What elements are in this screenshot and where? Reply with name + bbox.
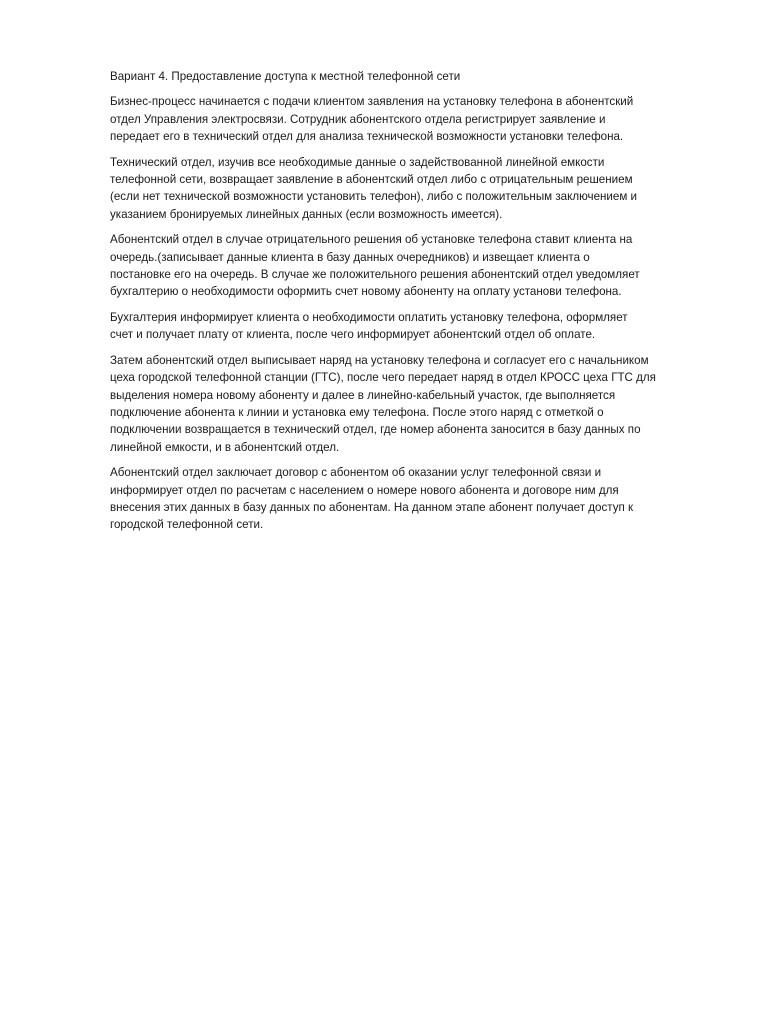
document-page — [110, 68, 710, 542]
paragraph-contract: Абонентский отдел заключает договор с абонентом об оказании услуг телефонной связи и информирует отдел по расчетам с населением о номере нового абонента и договоре ним для внесения этих данных в базу данных по абонентам. На данном этапе абонент получает доступ к городской телефонной сети. — [110, 466, 634, 532]
paragraph-application: Бизнес-процесс начинается с подачи клиентом заявления на установку телефона в абонентский отдел Управления электросвязи. Сотрудник абонентского отдела регистрирует заявление и передает его в технический отдел для анализа технической возможности установки телефона. — [110, 95, 634, 144]
paragraph-subscriber-department: Абонентский отдел в случае отрицательного решения об установке телефона ставит клиента на очередь.(записывает данные клиента в базу данных очередников) и извещает клиента о постановке его на очередь. В случае же положительного решения абонентский отдел уведомляет бухгалтерию о необходимости оформить счет новому абоненту на оплату установи телефона. — [110, 233, 640, 299]
paragraph-work-order: Затем абонентский отдел выписывает наряд на установку телефона и согласует его с начальником цеха городской телефонной станции (ГТС), после чего передает наряд в отдел КРОСС цеха ГТС для выделения номера новому абоненту и далее в линейно-кабельный участок, где выполняется подключение абонента к линии и установка ему телефона. После этого наряд с отметкой о подключении возвращается в технический отдел, где номер абонента заносится в базу данных по линейной емкости, и в абонентский отдел. — [110, 353, 656, 454]
document-title: Вариант 4. Предоставление доступа к местной телефонной сети — [110, 70, 461, 83]
paragraph-technical-department: Технический отдел, изучив все необходимые данные о задействованной линейной емкости телефонной сети, возвращает заявление в абонентский отдел либо с отрицательным решением (если нет технической возможности установить телефон), либо с положительным заключением и указанием бронируемых линейных данных (если возможность имеется). — [110, 155, 638, 221]
paragraph-accounting: Бухгалтерия информирует клиента о необходимости оплатить установку телефона, оформляет счет и получает плату от клиента, после чего информирует абонентский отдел об оплате. — [110, 310, 628, 342]
